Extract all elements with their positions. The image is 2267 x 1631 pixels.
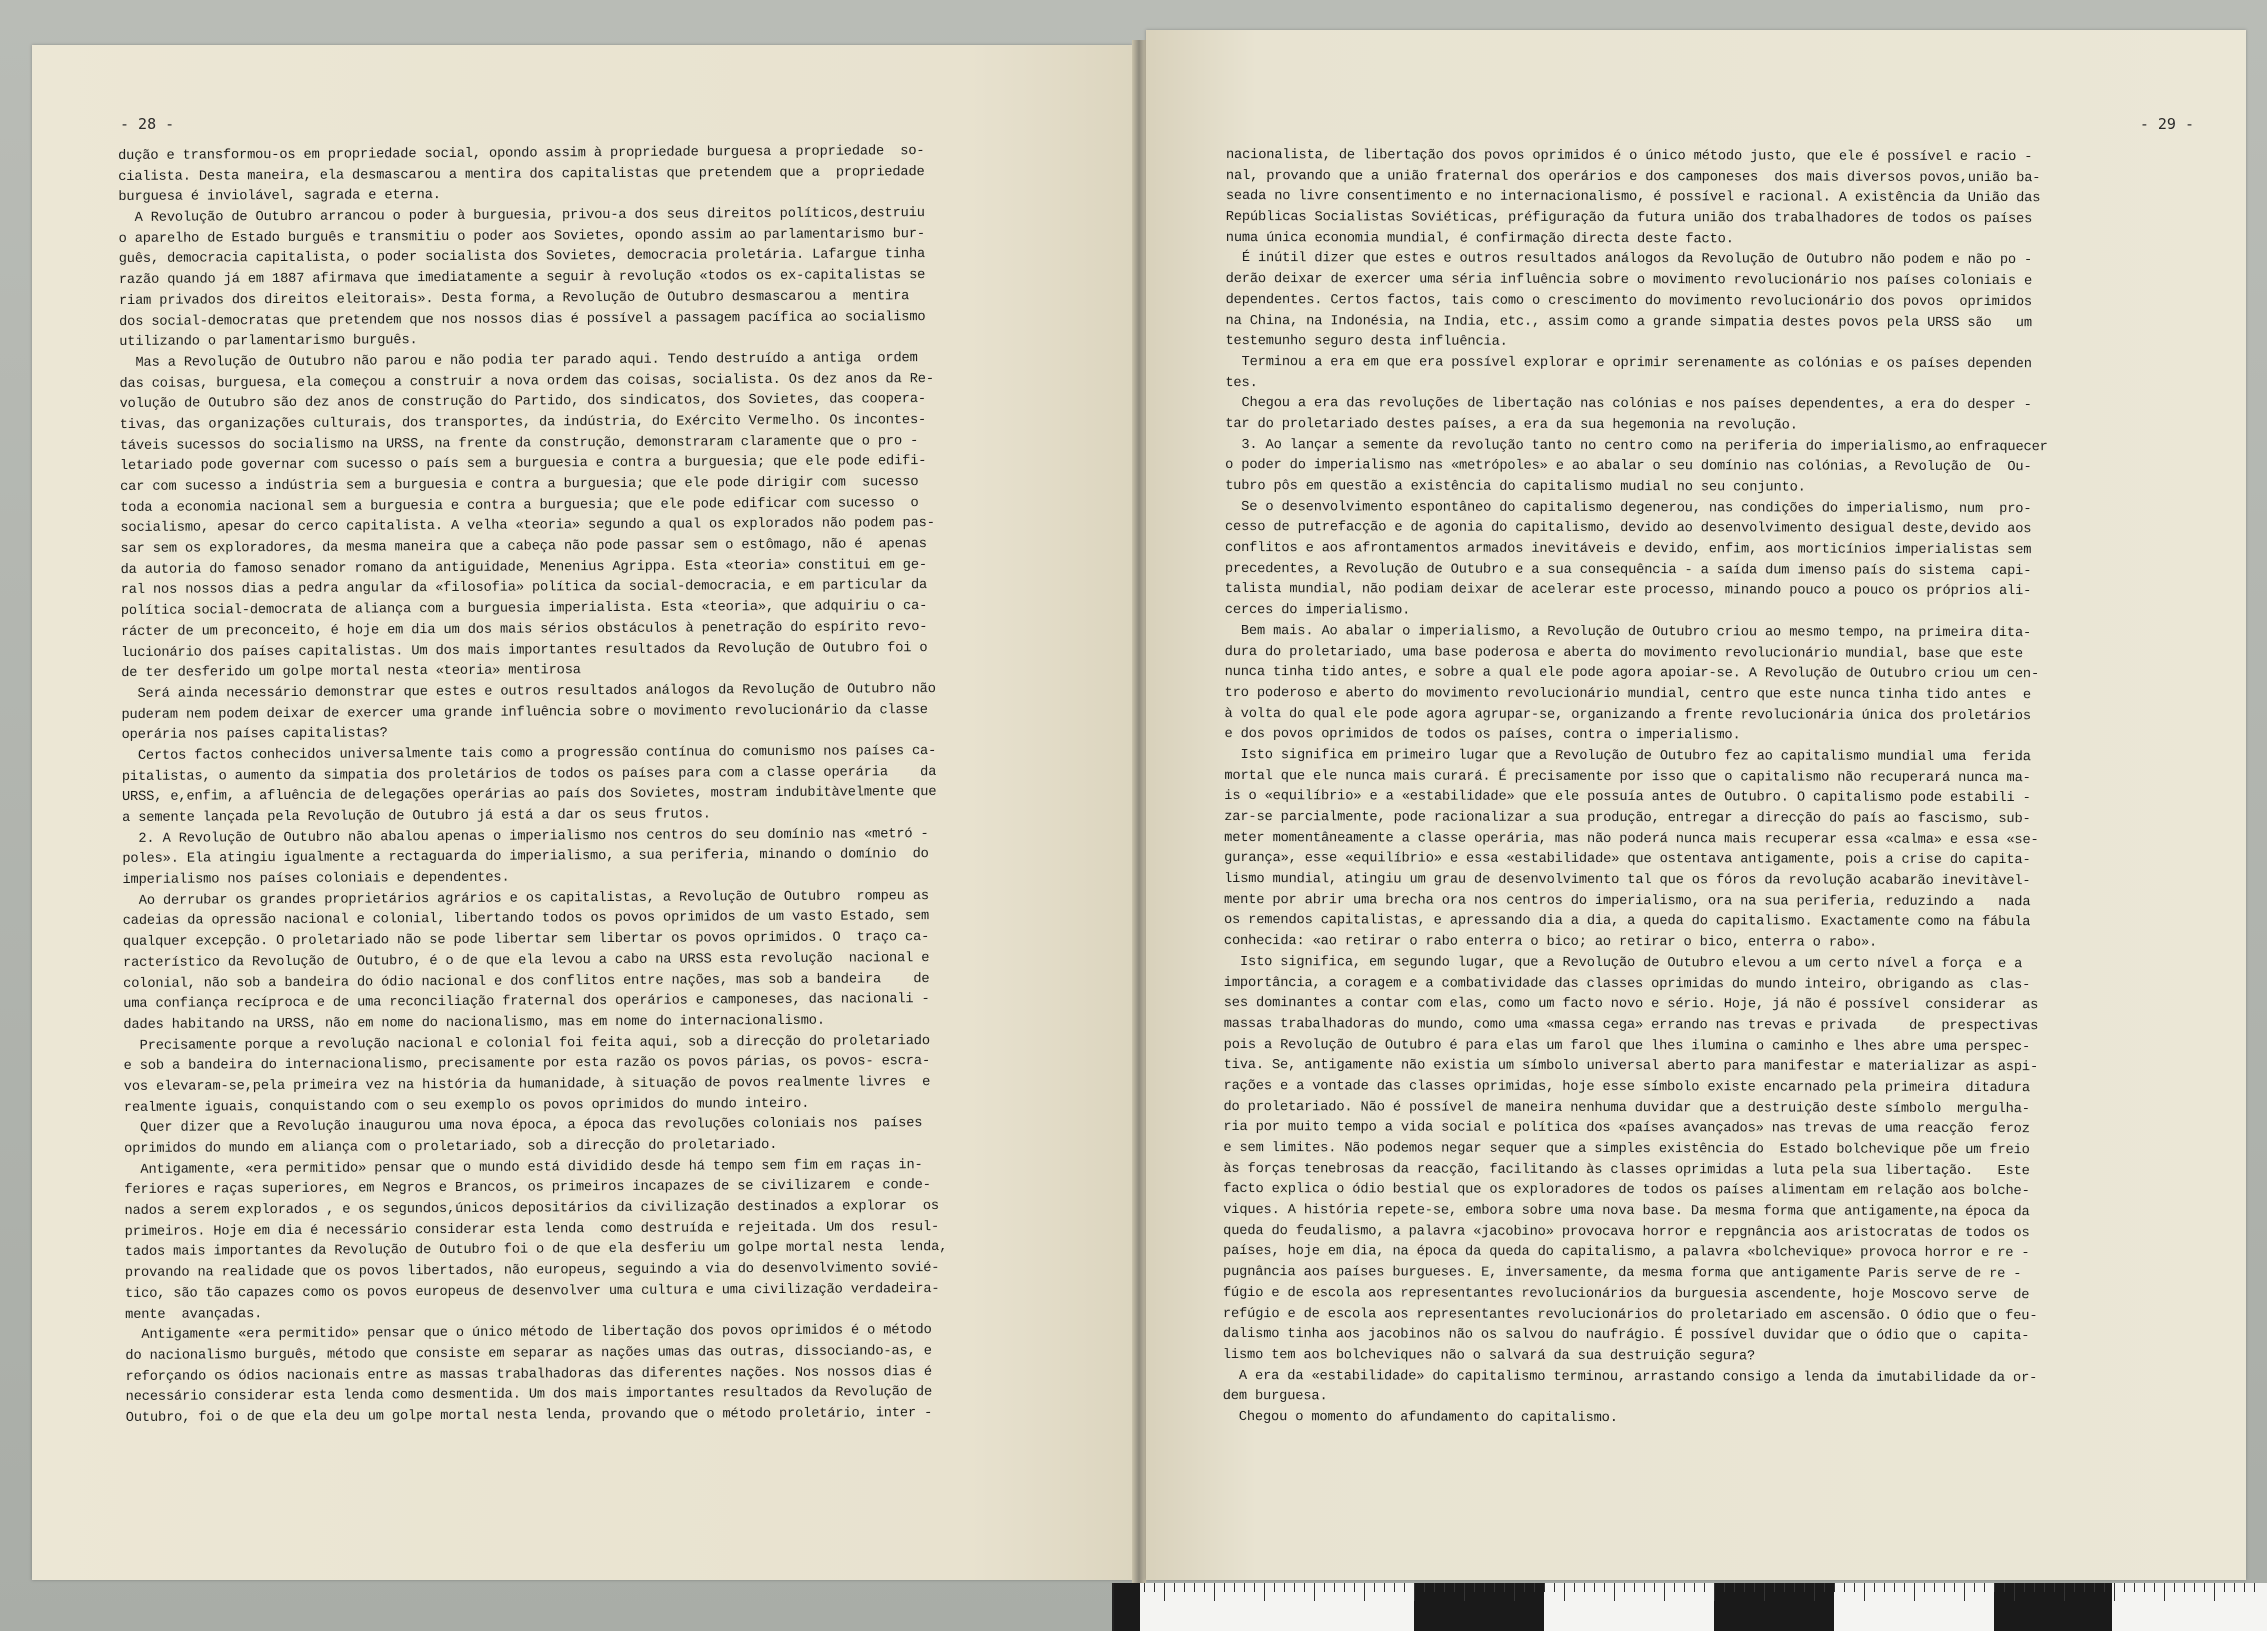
text-line: Ao derrubar os grandes proprietários agrários e os capitalistas, a Revolução de Outubro rompeu as: [122, 888, 930, 909]
text-line: dades habitando na URSS, não em nome do nacionalismo, mas em nome do internacionalismo.: [123, 1013, 825, 1033]
ruler-tick: [1674, 1583, 1675, 1592]
ruler-tick: [1474, 1583, 1475, 1592]
ruler-tick: [2104, 1583, 2105, 1592]
text-line: numa única economia mundial, é confirmação directa deste facto.: [1225, 230, 1734, 248]
ruler-tick: [1694, 1583, 1695, 1592]
text-line: Precisamente porque a revolução nacional e colonial foi feita aqui, sob a direcção do proletariado: [123, 1033, 930, 1054]
text-line: tes.: [1225, 375, 1258, 391]
text-line: o aparelho de Estado burguês e transmitiu o poder aos Sovietes, opondo assim ao parlamentarismo bur-: [118, 226, 925, 247]
ruler-tick: [1444, 1583, 1445, 1592]
ruler-tick: [1724, 1583, 1725, 1592]
text-line: zar-se parcialmente, pode racionalizar a sua produção, entregar a direcção do país ao fascismo, sub-: [1224, 809, 2031, 828]
ruler-tick: [1744, 1583, 1745, 1592]
ruler-tick: [1484, 1583, 1485, 1592]
ruler-tick: [1854, 1583, 1855, 1592]
text-line: realmente iguais, conquistando com o seu exemplo os povos oprimidos do mundo inteiro.: [123, 1096, 810, 1116]
text-line: fúgio e de escola aos representantes revolucionários da burguesia ascendente, hoje Moscovo serve de: [1222, 1285, 2030, 1303]
text-line: conflitos e aos afrontamentos armados inevitáveis e devido, enfim, aos morticínios imperialistas sem: [1224, 541, 2032, 559]
ruler-tick: [1584, 1583, 1585, 1592]
ruler-tick: [2254, 1583, 2255, 1592]
ruler-tick: [1274, 1583, 1275, 1592]
right-page-body: [1223, 146, 2049, 1431]
ruler-tick: [2164, 1583, 2165, 1601]
text-line: de ter desferido um golpe mortal nesta «teoria» mentirosa: [121, 663, 581, 682]
ruler-tick: [1964, 1583, 1965, 1601]
ruler-tick: [1424, 1583, 1425, 1592]
text-line: os remendos capitalistas, e apressando dia a dia, a queda do capitalismo. Exactamente como na fábula: [1223, 913, 2031, 931]
ruler-tick: [1784, 1583, 1785, 1592]
ruler-tick: [1754, 1583, 1755, 1592]
ruler-tick: [1664, 1583, 1665, 1601]
text-line: poles». Ela atingiu igualmente a rectaguarda do imperialismo, a sua periferia, minando o domínio do: [122, 847, 929, 868]
text-line: queda do feudalismo, a palavra «jacobino» provocava horror e repgnância aos aristocratas de todos os: [1223, 1223, 2030, 1241]
ruler-tick: [1344, 1583, 1345, 1592]
ruler-tick: [1654, 1583, 1655, 1592]
text-line: riam privados dos direitos eleitorais». Desta forma, a Revolução de Outubro desmascarou a mentira: [118, 288, 910, 309]
ruler-tick: [1954, 1583, 1955, 1592]
text-line: 3. Ao lançar a semente da revolução tanto no centro como na periferia do imperialismo,ao enfraquecer: [1225, 437, 2048, 455]
ruler-tick: [1434, 1583, 1435, 1592]
page-number: - 28 -: [120, 115, 175, 133]
text-line: dos social-democratas que pretendem que nos nossos dias é possível a passagem pacífica ao socialismo: [119, 309, 926, 330]
text-line: seada no livre consentimento e no internacionalismo, é possível e racional. A existência da União das: [1225, 189, 2041, 207]
ruler-tick: [1154, 1583, 1155, 1592]
text-line: importância, a coragem e a combatividade das classes oprimidas do mundo inteiro, obrigando as clas-: [1223, 975, 2031, 993]
text-line: derão deixar de exercer uma séria influência sobre o movimento revolucionário nos países coloniais e: [1225, 272, 2033, 290]
text-line: dalismo tinha aos jacobinos não os salvou do naufrágio. É possível duvidar que o ódio que o capita-: [1222, 1327, 2030, 1345]
text-line: tubro pôs em questão a existência do capitalismo mudial no seu conjunto.: [1225, 478, 1806, 496]
text-line: pitalistas, o aumento da simpatia dos proletários de todos os países para com a classe operária da: [121, 764, 937, 785]
ruler-tick: [1264, 1583, 1265, 1601]
text-line: oprimidos do mundo em aliança com o proletariado, sob a direcção do proletariado.: [124, 1137, 778, 1157]
ruler-tick: [1844, 1583, 1845, 1592]
ruler-tick: [1594, 1583, 1595, 1592]
text-line: Quer dizer que a Revolução inaugurou uma nova época, a época das revoluções coloniais nos países: [123, 1116, 923, 1137]
text-line: nunca tinha tido antes, e sobre a qual ele pode agora apoiar-se. A Revolução de Outubro criou um cen-: [1224, 665, 2040, 683]
text-line: operária nos países capitalistas?: [121, 726, 388, 744]
ruler-tick: [2174, 1583, 2175, 1592]
text-line: do nacionalismo burguês, método que consiste em separar as nações umas das outras, dissociando-as, e: [125, 1343, 932, 1364]
text-line: das coisas, burguesa, ela começou a construir a nova ordem das coisas, socialista. Os dez anos da Re-: [119, 371, 934, 392]
ruler-tick: [1394, 1583, 1395, 1592]
ruler-tick: [1714, 1583, 1715, 1601]
ruler-tick: [1494, 1583, 1495, 1592]
text-line: lismo tem aos bolcheviques não o salvará da sua destruição segura?: [1222, 1347, 1756, 1365]
ruler-tick: [1214, 1583, 1215, 1601]
ruler-tick: [1924, 1583, 1925, 1592]
text-line: cadeias da opressão nacional e colonial, libertando todos os povos oprimidos de um vasto Estado, sem: [122, 909, 930, 930]
ruler-tick: [1544, 1583, 1545, 1592]
text-line: gurança», esse «equilíbrio» e essa «estabilidade» que ostentava antigamente, pois a crise do capita-: [1224, 851, 2031, 869]
ruler-tick: [1294, 1583, 1295, 1592]
ruler-tick: [1414, 1583, 1415, 1601]
text-line: qualquer excepção. O proletariado não se pode libertar sem libertar os povos oprimidos. O traço ca-: [122, 930, 930, 951]
ruler-tick: [2074, 1583, 2075, 1592]
text-line: mente avançadas.: [125, 1306, 263, 1323]
text-line: à volta do qual ele pode agora agrupar-se, organizando a frente revolucionária única dos proletários: [1224, 706, 2031, 724]
text-line: dem burguesa.: [1222, 1389, 1328, 1405]
text-line: guês, democracia capitalista, o poder socialista dos Sovietes, democracia proletária. Lafargue tinha: [118, 247, 926, 268]
ruler-tick: [1984, 1583, 1985, 1592]
text-line: volução de Outubro são dez anos de construção do Partido, dos sindicatos, dos Sovietes, das coopera-: [119, 392, 926, 413]
ruler-tick: [1914, 1583, 1915, 1601]
text-line: reforçando os ódios nacionais entre as massas trabalhadoras das diferentes nações. Nos nossos dias é: [125, 1364, 932, 1385]
text-line: tivas, das organizações culturais, dos transportes, da indústria, do Exército Vermelho. Os incontes-: [119, 413, 927, 433]
text-line: meter momentâneamente a classe operária, mas não poderá nunca mais recuperar essa «calma» e essa «se-: [1224, 830, 2039, 848]
text-line: facto explica o ódio bestial que os exploradores de todos os países alimentam em relação aos bolche-: [1223, 1182, 2030, 1200]
ruler-tick: [1904, 1583, 1905, 1592]
ruler-tick: [1884, 1583, 1885, 1592]
left-page-body: [118, 142, 948, 1430]
ruler-tick: [1364, 1583, 1365, 1601]
text-line: 2. A Revolução de Outubro não abalou apenas o imperialismo nos centros do seu domínio nas «metró -: [122, 826, 929, 847]
ruler-tick: [1224, 1583, 1225, 1592]
text-line: talista mundial, não podiam deixar de acelerar este processo, minando pouco a pouco os próprios ali-: [1224, 582, 2032, 600]
text-line: pugnância aos países burgueses. E, inversamente, da mesma forma que antigamente Paris serve de re -: [1223, 1265, 2022, 1283]
ruler-tick: [2144, 1583, 2145, 1592]
ruler-tick: [2094, 1583, 2095, 1592]
text-line: feriores e raças superiores, em Negros e Brancos, os primeiros incapazes de se civilizarem e conde-: [124, 1178, 931, 1199]
right-page: [1146, 30, 2246, 1580]
scale-ruler: [1112, 1583, 2267, 1631]
ruler-tick: [2034, 1583, 2035, 1592]
text-line: ral nos nossos dias a pedra angular da «filosofia» política da social-democracia, e em particular da: [120, 578, 928, 599]
text-line: dependentes. Certos factos, tais como o crescimento do movimento revolucionário dos povos oprimidos: [1225, 292, 2033, 310]
text-line: Será ainda necessário demonstrar que estes e outros resultados análogos da Revolução de Outubro não: [121, 681, 936, 702]
ruler-tick: [2004, 1583, 2005, 1592]
text-line: tico, são tão capazes como os povos europeus de desenvolver uma cultura e uma civilização verdadeira-: [124, 1281, 940, 1302]
ruler-tick: [1894, 1583, 1895, 1592]
text-line: necessário considerar esta lenda como desmentida. Um dos mais importantes resultados da Revolução de: [125, 1385, 933, 1406]
ruler-tick: [1824, 1583, 1825, 1592]
ruler-tick: [1614, 1583, 1615, 1601]
ruler-tick: [1804, 1583, 1805, 1592]
text-line: colonial, não sob a bandeira do ódio nacional e dos conflitos entre nações, mas sob a bandeira de: [123, 971, 930, 992]
text-line: Outubro, foi o de que ela deu um golpe mortal nesta lenda, provando que o método proletário, inter -: [125, 1405, 933, 1426]
ruler-tick: [2024, 1583, 2025, 1592]
text-line: testemunho seguro desta influência.: [1225, 334, 1508, 350]
ruler-tick: [1194, 1583, 1195, 1592]
ruler-tick: [1164, 1583, 1165, 1601]
ruler-tick: [1564, 1583, 1565, 1601]
text-line: cialista. Desta maneira, ela desmascarou a mentira dos capitalistas que pretendem que a propriedade: [118, 164, 925, 185]
ruler-tick: [2184, 1583, 2185, 1592]
text-line: Isto significa, em segundo lugar, que a Revolução de Outubro elevou a um certo nível a força e a: [1223, 954, 2023, 972]
ruler-tick: [1504, 1583, 1505, 1592]
text-line: rações e a vontade das classes oprimidas, hoje esse símbolo existe encarnado pela primeira ditadura: [1223, 1078, 2030, 1097]
ruler-tick: [1604, 1583, 1605, 1592]
book-gutter: [1132, 40, 1146, 1585]
ruler-tick: [1704, 1583, 1705, 1592]
text-line: provando na realidade que os povos libertados, não europeus, seguindo a via do desenvolvimento sovié-: [124, 1261, 940, 1282]
ruler-tick: [2114, 1583, 2115, 1601]
text-line: letariado pode governar com sucesso o país sem a burguesia e contra a burguesia; que ele pode edifi-: [119, 454, 927, 475]
ruler-tick: [1574, 1583, 1575, 1592]
ruler-tick: [1834, 1583, 1835, 1592]
text-line: vos elevaram-se,pela primeira vez na história da humanidade, à situação de povos realmente livres e: [123, 1074, 931, 1095]
text-line: táveis sucessos do socialismo na URSS, na frente da construção, demonstraram claramente que o pro -: [119, 433, 919, 454]
text-line: URSS, e,enfim, a afluência de delegações operárias ao país dos Sovietes, mostram indubitàvelmente que: [121, 785, 937, 806]
ruler-tick: [1284, 1583, 1285, 1592]
ruler-tick: [1864, 1583, 1865, 1601]
ruler-tick: [2014, 1583, 2015, 1601]
text-line: viques. A história repete-se, embora sobre uma nova base. Da mesma forma que antigamente,na época da: [1223, 1203, 2030, 1221]
text-line: cerces do imperialismo.: [1224, 603, 1411, 619]
ruler-tick: [1644, 1583, 1645, 1592]
text-line: Antigamente «era permitido» pensar que o único método de libertação dos povos oprimidos é o método: [125, 1323, 932, 1344]
text-line: Bem mais. Ao abalar o imperialismo, a Revolução de Outubro criou ao mesmo tempo, na primeira dita-: [1224, 623, 2032, 641]
left-page: [32, 45, 1132, 1580]
text-line: rácter de um preconceito, é hoje em dia um dos mais sérios obstáculos à penetração do espírito revo-: [120, 619, 928, 640]
text-line: cesso de putrefacção e de agonia do capitalismo, devido ao desenvolvimento desigual deste,devido aos: [1224, 520, 2032, 538]
ruler-tick: [1514, 1583, 1515, 1601]
ruler-tick: [2224, 1583, 2225, 1592]
ruler-tick: [1324, 1583, 1325, 1592]
ruler-tick: [1174, 1583, 1175, 1592]
ruler-tick: [2244, 1583, 2245, 1592]
text-line: lucionário dos países capitalistas. Um dos mais importantes resultados da Revolução de Outubro foi o: [121, 640, 928, 661]
ruler-tick: [1774, 1583, 1775, 1592]
text-line: lismo mundial, atingiu um grau de desenvolvimento tal que os fóros da revolução acabarão inevitàvel-: [1224, 872, 2031, 890]
text-line: Terminou a era em que era possível explorar e oprimir serenamente as colónias e os países dependen: [1225, 354, 2032, 372]
ruler-tick: [1934, 1583, 1935, 1592]
text-line: massas trabalhadoras do mundo, como uma «massa cega» errando nas trevas e privada de prespectivas: [1223, 1016, 2039, 1035]
ruler-tick: [1354, 1583, 1355, 1592]
text-line: da autoria do famoso senador romano da antiguidade, Menenius Agrippa. Esta «teoria» constitui em ge-: [120, 557, 928, 578]
text-line: nacionalista, de libertação dos povos oprimidos é o único método justo, que ele é possível e racio -: [1225, 148, 2033, 166]
text-line: dura do proletariado, uma base poderosa e aberta do movimento revolucionário mundial, base que este: [1224, 644, 2024, 662]
text-line: tiva. Se, antigamente não existia um símbolo universal aberto para manifestar e materializar as aspi-: [1223, 1058, 2039, 1076]
ruler-tick: [2154, 1583, 2155, 1592]
text-line: Mas a Revolução de Outubro não parou e não podia ter parado aqui. Tendo destruído a antiga ordem: [119, 350, 918, 371]
text-line: pois a Revolução de Outubro é para elas um farol que lhes ilumina o caminho e lhes abre uma perspec-: [1223, 1037, 2031, 1055]
ruler-tick: [2194, 1583, 2195, 1592]
ruler-tick: [1144, 1583, 1145, 1592]
text-line: refúgio e de escola aos representantes revolucionários do proletariado em ascensão. O ódio que o feu-: [1222, 1306, 2038, 1324]
text-line: utilizando o parlamentarismo burguês.: [119, 333, 418, 351]
text-line: Repúblicas Socialistas Soviéticas, préfiguração da futura união dos trabalhadores de todos os países: [1225, 210, 2033, 228]
ruler-tick: [1314, 1583, 1315, 1601]
ruler-tick: [1254, 1583, 1255, 1592]
text-line: tro poderoso e aberto do movimento revolucionário mundial, centro que este nunca tinha tido antes e: [1224, 685, 2031, 703]
ruler-tick: [1204, 1583, 1205, 1592]
text-line: e sem limites. Não podemos negar sequer que a simples existência do Estado bolchevique põe um freio: [1223, 1140, 2030, 1159]
ruler-tick: [1404, 1583, 1405, 1592]
text-line: car com sucesso a indústria sem a burguesia e contra a burguesia; que ele pode dirigir com sucesso: [120, 475, 919, 495]
ruler-tick: [1304, 1583, 1305, 1592]
ruler-tick: [1374, 1583, 1375, 1592]
text-line: toda a economia nacional sem a burguesia e contra a burguesia; que ele pode edificar com sucesso o: [120, 495, 919, 516]
text-line: sar sem os exploradores, da mesma maneira que a cabeça não pode passar sem o estômago, não é apenas: [120, 537, 927, 558]
text-line: Chegou o momento do afundamento do capitalismo.: [1222, 1409, 1618, 1426]
text-line: mente por abrir uma brecha ora nos centros do imperialismo, ora na sua periferia, reduzindo a nada: [1224, 892, 2031, 910]
ruler-tick: [1384, 1583, 1385, 1592]
ruler-tick: [1554, 1583, 1555, 1592]
ruler-tick: [1764, 1583, 1765, 1601]
text-line: Certos factos conhecidos universalmente tais como a progressão contínua do comunismo nos países ca-: [121, 743, 937, 764]
text-line: o poder do imperialismo nas «metrópoles» e ao abalar o seu domínio nas colónias, a Revolução de Ou-: [1225, 458, 2032, 476]
text-line: racterístico da Revolução de Outubro, é o de que ela levou a cabo na URSS esta revolução nacional e: [122, 950, 930, 971]
text-line: puderam nem podem deixar de exercer uma grande influência sobre o movimento revolucionário da classe: [121, 702, 928, 723]
ruler-tick: [1794, 1583, 1795, 1592]
text-line: e dos povos oprimidos de todos os países, contra o imperialismo.: [1224, 727, 1741, 744]
ruler-tick: [2234, 1583, 2235, 1592]
text-line: ses dominantes a contar com elas, como um facto novo e sério. Hoje, já não é possível considerar as: [1223, 996, 2039, 1014]
text-line: Isto significa em primeiro lugar que a Revolução de Outubro fez ao capitalismo mundial uma ferida: [1224, 747, 2031, 766]
text-line: É inútil dizer que estes e outros resultados análogos da Revolução de Outubro não podem e não po -: [1225, 251, 2033, 269]
text-line: razão quando já em 1887 afirmava que imediatamente a seguir à revolução «todos os ex-capitalistas se: [118, 268, 926, 289]
ruler-tick: [2134, 1583, 2135, 1592]
ruler-tick: [2204, 1583, 2205, 1592]
text-line: política social-democrata de aliança com a burguesia imperialista. Esta «teoria», que adquiriu o ca-: [120, 599, 928, 620]
text-line: na China, na Indonésia, na India, etc., assim como a grande simpatia destes povos pela URSS são um: [1225, 313, 2032, 331]
page-number: - 29 -: [2139, 115, 2194, 133]
ruler-tick: [1734, 1583, 1735, 1592]
text-line: países, hoje em dia, na época da queda do capitalismo, a palavra «bolchevique» provoca horror e re -: [1223, 1244, 2030, 1262]
text-line: conhecida: «ao retirar o rabo enterra o bico; ao retirar o bico, enterra o rabo».: [1223, 934, 1878, 951]
ruler-tick: [1234, 1583, 1235, 1592]
ruler-tick: [1814, 1583, 1815, 1601]
ruler-tick: [1184, 1583, 1185, 1592]
text-line: Chegou a era das revoluções de libertação nas colónias e nos países dependentes, a era do desper -: [1225, 396, 2032, 414]
ruler-tick: [1684, 1583, 1685, 1592]
text-line: ria por muito tempo a vida social e política dos «países avançados» nas trevas de uma reacção feroz: [1223, 1120, 2030, 1138]
text-line: uma confiança recíproca e de uma reconciliação fraternal dos operários e camponeses, das nacionali -: [123, 992, 930, 1013]
ruler-tick: [1244, 1583, 1245, 1592]
text-line: burguesa é inviolável, sagrada e eterna.: [118, 188, 441, 206]
text-line: a semente lançada pela Revolução de Outubro já está a dar os seus frutos.: [122, 807, 711, 826]
ruler-tick: [1994, 1583, 1995, 1592]
ruler-tick: [2214, 1583, 2215, 1601]
ruler-tick: [2054, 1583, 2055, 1592]
text-line: tados mais importantes da Revolução de Outubro foi o de que ela desferiu um golpe mortal nesta lenda,: [124, 1240, 948, 1261]
text-line: nados a serem explorados , e os segundos,únicos depositários da civilização destinados a explorar os: [124, 1199, 939, 1220]
text-line: A era da «estabilidade» do capitalismo terminou, arrastando consigo a lenda da imutabilidade da or-: [1222, 1368, 2038, 1386]
ruler-tick: [1334, 1583, 1335, 1592]
ruler-tick: [2084, 1583, 2085, 1592]
text-line: mortal que ele nunca mais curará. É precisamente por isso que o capitalismo não recuperará nunca ma-: [1224, 768, 2031, 786]
text-line: e sob a bandeira do internacionalismo, precisamente por esta razão os povos párias, os povos- escra-: [123, 1054, 931, 1075]
text-line: precedentes, a Revolução de Outubro e a sua consequência - a saída dum imenso país do sistema capi-: [1224, 561, 2032, 579]
ruler-tick: [2124, 1583, 2125, 1592]
ruler-tick: [1534, 1583, 1535, 1592]
text-line: do proletariado. Não é possível de maneira nenhuma duvidar que a destruição deste símbolo mergulha-: [1223, 1099, 2030, 1117]
ruler-tick: [1974, 1583, 1975, 1592]
ruler-tick: [1454, 1583, 1455, 1592]
text-line: nal, provando que a união fraternal dos operários e dos camponeses dos mais diversos povos,união ba-: [1225, 168, 2041, 186]
ruler-tick: [1944, 1583, 1945, 1592]
text-line: socialismo, apesar do cerco capitalista. A velha «teoria» segundo a qual os explorados não podem pas-: [120, 516, 935, 537]
text-line: A Revolução de Outubro arrancou o poder à burguesia, privou-a dos seus direitos políticos,destruiu: [118, 206, 925, 227]
ruler-tick: [1464, 1583, 1465, 1601]
text-line: às forças tenebrosas da reacção, facilitando às classes oprimidas a luta pela sua libertação. Este: [1223, 1161, 2030, 1179]
text-line: dução e transformou-os em propriedade social, opondo assim à propriedade burguesa a propriedade so-: [118, 144, 925, 164]
ruler-tick: [1624, 1583, 1625, 1592]
ruler-block: [1114, 1583, 1140, 1631]
ruler-tick: [1874, 1583, 1875, 1592]
text-line: Antigamente, «era permitido» pensar que o mundo está dividido desde há tempo sem fim em raças in-: [124, 1157, 923, 1178]
ruler-tick: [1524, 1583, 1525, 1592]
text-line: Se o desenvolvimento espontâneo do capitalismo degenerou, nas condições do imperialismo, num pro-: [1225, 499, 2032, 517]
text-line: imperialismo nos países coloniais e dependentes.: [122, 870, 510, 889]
ruler-tick: [2044, 1583, 2045, 1592]
text-line: is o «equilíbrio» e a «estabilidade» que ele possuía antes de Outubro. O capitalismo pode estabili -: [1224, 789, 2031, 807]
ruler-tick: [1634, 1583, 1635, 1592]
text-line: tar do proletariado destes países, a era da sua hegemonia na revolução.: [1225, 416, 1798, 434]
ruler-tick: [2064, 1583, 2065, 1601]
text-line: primeiros. Hoje em dia é necessário considerar esta lenda como destruída e rejeitada. Um dos resul-: [124, 1219, 940, 1240]
